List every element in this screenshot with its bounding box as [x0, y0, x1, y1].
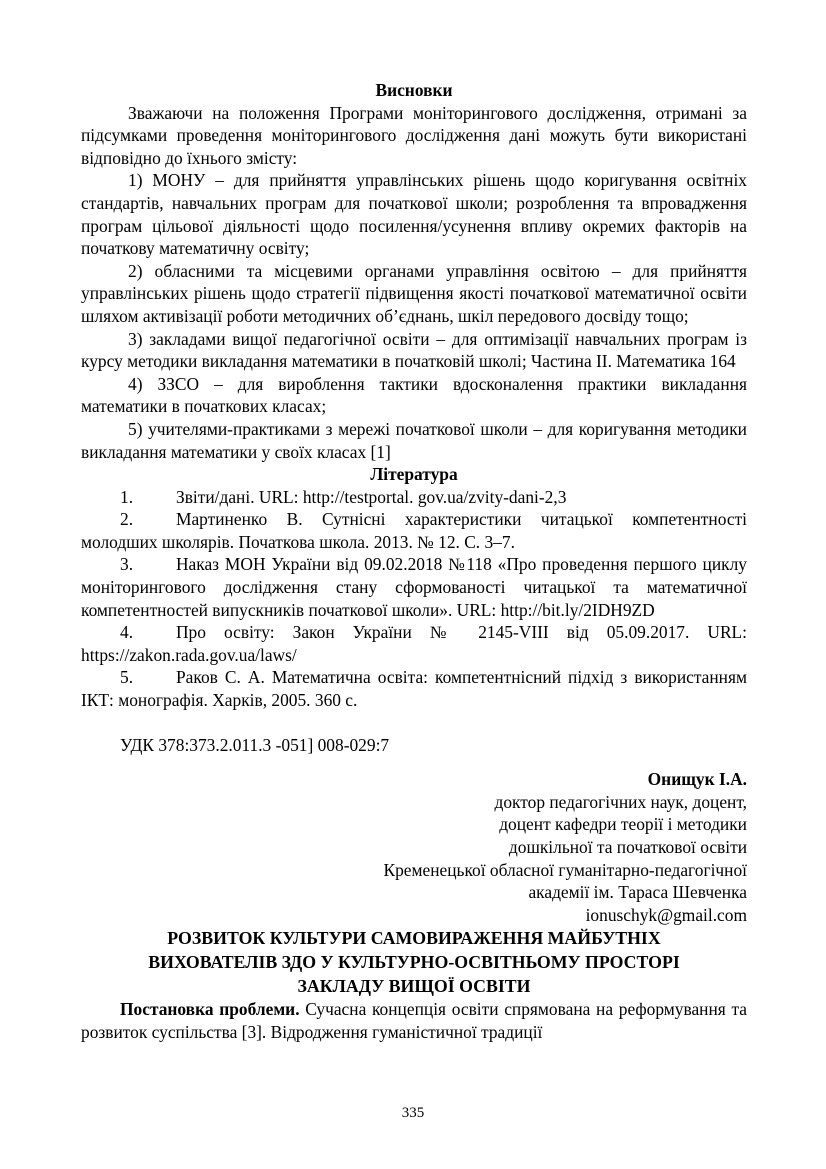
literature-item — [81, 486, 747, 509]
problem-text: Сучасна концепція освіти спрямована на реформування та розвиток суспільства [3]. Відродження гуманістичної традиції — [81, 999, 748, 1042]
literature-item — [81, 553, 747, 621]
literature-item — [81, 621, 747, 666]
article-title-line: РОЗВИТОК КУЛЬТУРИ САМОВИРАЖЕННЯ МАЙБУТНІХ — [167, 928, 661, 949]
literature-item-number: 4. — [120, 622, 134, 643]
literature-item-number: 1. — [120, 486, 134, 507]
conclusions-item: 5) учителями-практиками з мережі початкової школи – для коригування методики викладання математики у своїх класах [1] — [81, 418, 747, 462]
literature-item-text: Наказ МОН України від 09.02.2018 №118 «Про проведення першого циклу моніторингового дослідження стану сформованості читацької та математичної компетентностей випускників початкової школи». URL: http://bit.ly/2IDH9ZD — [81, 554, 747, 620]
conclusions-item: 1) МОНУ – для прийняття управлінських рішень щодо коригування освітніх стандартів, навчальних програм для початкової школи; розроблення та впровадження програм цільової діяльності щодо посилення/усунення впливу окремих факторів на початкову математичну освіту; — [81, 170, 747, 259]
udk-code: УДК 378:373.2.011.3 -051] 008-029:7 — [120, 734, 390, 755]
author-email: ionuschyk@gmail.com — [585, 904, 747, 925]
conclusions-heading: Висновки — [375, 80, 453, 100]
author-line: академії ім. Тараса Шевченка — [528, 882, 747, 903]
conclusions-intro: Зважаючи на положення Програми моніторингового дослідження, отримані за підсумками проведення моніторингового дослідження дані можуть бути використані відповідно до їхнього змісту: — [81, 102, 747, 168]
literature-item — [81, 508, 747, 553]
literature-item-number: 5. — [120, 667, 134, 688]
author-line: доцент кафедри теорії і методики — [499, 814, 747, 835]
literature-item-text: Раков С. А. Математична освіта: компетентнісний підхід з використанням ІКТ: монографія. Харків, 2005. 360 с. — [81, 667, 747, 711]
literature-item — [81, 666, 747, 711]
text-column — [81, 79, 747, 1044]
article-title-line: ВИХОВАТЕЛІВ ЗДО У КУЛЬТУРНО-ОСВІТНЬОМУ ПРОСТОРІ — [148, 952, 680, 973]
literature-heading: Література — [370, 464, 458, 485]
literature-item-text: Мартиненко В. Сутнісні характеристики читацької компетентності молодших школярів. Початкова школа. 2013. № 12. С. 3–7. — [81, 509, 747, 552]
conclusions-item: 2) обласними та місцевими органами управління освітою – для прийняття управлінських рішень щодо стратегії підвищення якості початкової математичної освіти шляхом активізації роботи методичних об’єднань, шкіл передового досвіду тощо; — [81, 260, 747, 326]
page-number: 335 — [401, 1105, 425, 1121]
literature-item-number: 2. — [120, 509, 134, 530]
problem-label: Постановка проблеми. — [120, 999, 300, 1020]
author-name: Онищук І.А. — [647, 769, 747, 790]
conclusions-item: 4) ЗЗСО – для вироблення тактики вдосконалення практики викладання математики в початкових класах; — [81, 373, 747, 417]
author-line: дошкільної та початкової освіти — [508, 837, 747, 857]
article-title-line: ЗАКЛАДУ ВИЩОЇ ОСВІТИ — [297, 976, 531, 997]
literature-item-text: Про освіту: Закон України № 2145-VIII від 05.09.2017. URL: https://zakon.rada.gov.ua/laws/ — [81, 622, 747, 665]
literature-item-number: 3. — [120, 554, 134, 575]
literature-item-text: Звіти/дані. URL: http://testportal. gov.ua/zvity-dani-2,3 — [176, 486, 567, 507]
author-line: доктор педагогічних наук, доцент, — [494, 791, 747, 812]
author-line: Кременецької обласної гуманітарно-педагогічної — [383, 859, 747, 880]
problem-statement — [81, 998, 747, 1043]
conclusions-item: 3) закладами вищої педагогічної освіти – для оптимізації навчальних програм із курсу методики викладання математики в початковій школі; Частина ІІ. Математика 164 — [81, 328, 747, 372]
